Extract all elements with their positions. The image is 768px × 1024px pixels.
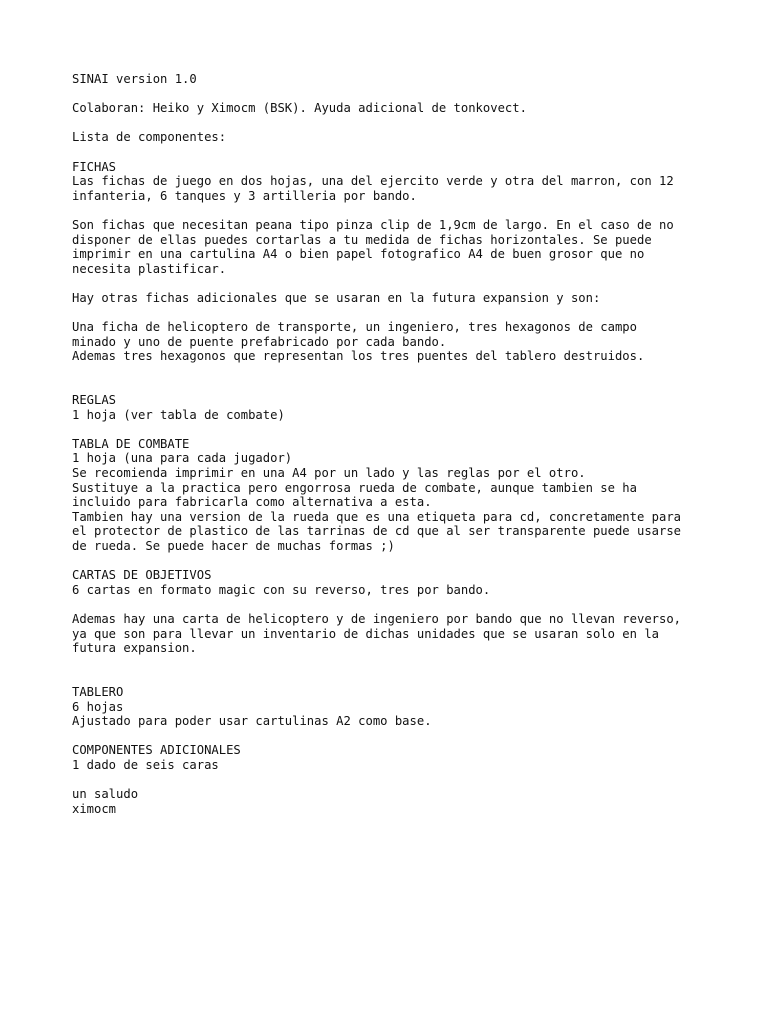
- text-line: ximocm: [72, 801, 117, 816]
- text-line: REGLAS: [72, 393, 117, 408]
- text-line: infanteria, 6 tanques y 3 artilleria por bando.: [72, 188, 417, 203]
- text-line: necesita plastificar.: [72, 261, 227, 276]
- document-body: [72, 72, 732, 816]
- text-line: minado y uno de puente prefabricado por cada bando.: [72, 334, 447, 349]
- text-line: Ademas hay una carta de helicoptero y de ingeniero por bando que no llevan reverso,: [72, 611, 682, 626]
- text-line: Son fichas que necesitan peana tipo pinza clip de 1,9cm de largo. En el caso de no: [72, 217, 674, 232]
- text-line: Una ficha de helicoptero de transporte, un ingeniero, tres hexagonos de campo: [72, 320, 637, 335]
- text-line: Tambien hay una version de la rueda que es una etiqueta para cd, concretamente para: [72, 509, 682, 524]
- text-line: Se recomienda imprimir en una A4 por un lado y las reglas por el otro.: [72, 466, 586, 481]
- blank-line: [72, 597, 732, 612]
- text-line: Hay otras fichas adicionales que se usaran en la futura expansion y son:: [72, 290, 601, 305]
- text-line: el protector de plastico de las tarrinas de cd que al ser transparente puede usarse: [72, 524, 682, 539]
- text-line: futura expansion.: [72, 641, 197, 656]
- text-line: TABLERO: [72, 684, 124, 699]
- text-line: 6 hojas: [72, 699, 124, 714]
- blank-line: [72, 656, 732, 671]
- blank-line: [72, 116, 732, 131]
- blank-line: [72, 306, 732, 321]
- blank-line: [72, 276, 732, 291]
- blank-line: [72, 145, 732, 160]
- blank-line: [72, 378, 732, 393]
- text-line: 6 cartas en formato magic con su reverso, tres por bando.: [72, 582, 491, 597]
- text-line: ya que son para llevar un inventario de dichas unidades que se usaran solo en la: [72, 626, 659, 641]
- text-line: Ajustado para poder usar cartulinas A2 como base.: [72, 714, 432, 729]
- text-line: SINAI version 1.0: [72, 72, 197, 86]
- text-line: TABLA DE COMBATE: [72, 436, 190, 451]
- text-line: Ademas tres hexagonos que representan los tres puentes del tablero destruidos.: [72, 349, 645, 364]
- text-line: Lista de componentes:: [72, 130, 227, 145]
- text-line: Colaboran: Heiko y Ximocm (BSK). Ayuda adicional de tonkovect.: [72, 101, 527, 116]
- text-line: incluido para fabricarla como alternativa a esta.: [72, 495, 432, 510]
- blank-line: [72, 422, 732, 437]
- text-line: 1 hoja (una para cada jugador): [72, 451, 293, 466]
- text-line: FICHAS: [72, 159, 117, 174]
- text-line: COMPONENTES ADICIONALES: [72, 743, 241, 758]
- text-line: Las fichas de juego en dos hojas, una del ejercito verde y otra del marron, con 12: [72, 174, 674, 189]
- text-line: imprimir en una cartulina A4 o bien papel fotografico A4 de buen grosor que no: [72, 247, 645, 262]
- text-line: Sustituye a la practica pero engorrosa rueda de combate, aunque tambien se ha: [72, 480, 637, 495]
- blank-line: [72, 87, 732, 102]
- blank-line: [72, 773, 732, 788]
- text-line: de rueda. Se puede hacer de muchas formas ;): [72, 539, 395, 553]
- text-line: disponer de ellas puedes cortarlas a tu medida de fichas horizontales. Se puede: [72, 232, 652, 247]
- blank-line: [72, 364, 732, 379]
- text-line: CARTAS DE OBJETIVOS: [72, 568, 212, 583]
- text-line: 1 dado de seis caras: [72, 757, 219, 772]
- text-line: 1 hoja (ver tabla de combate): [72, 407, 285, 422]
- blank-line: [72, 554, 732, 569]
- blank-line: [72, 729, 732, 744]
- text-line: un saludo: [72, 787, 139, 802]
- blank-line: [72, 203, 732, 218]
- blank-line: [72, 670, 732, 685]
